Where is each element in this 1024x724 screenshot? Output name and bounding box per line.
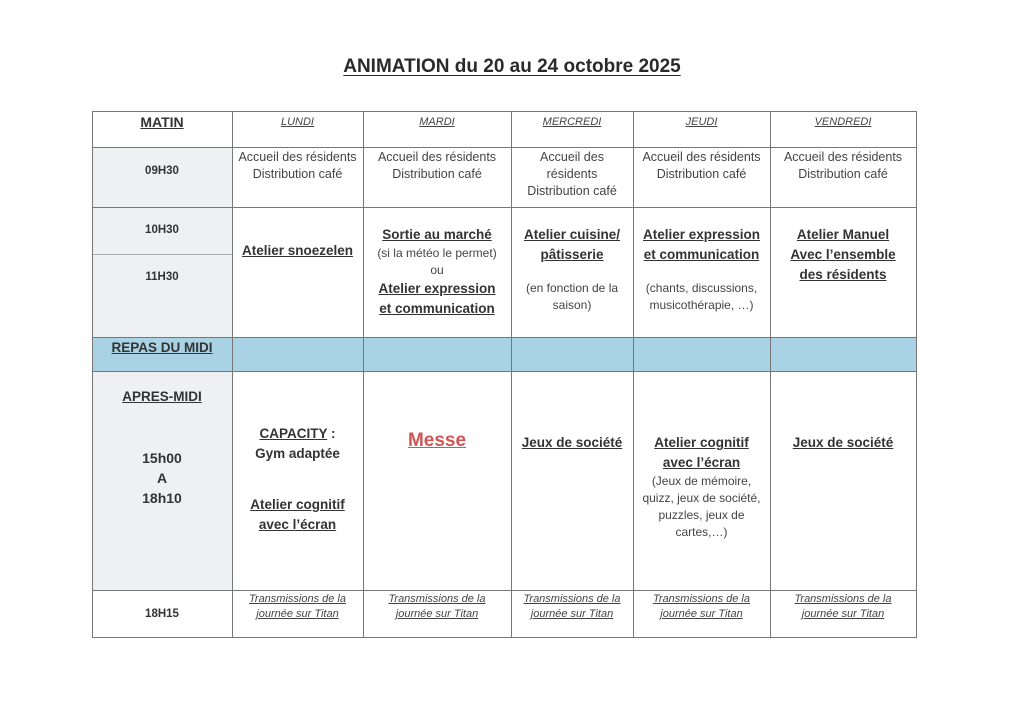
activity-title: des résidents bbox=[799, 267, 887, 282]
cell-1815-jeudi bbox=[633, 590, 770, 637]
cell-1815-mercredi bbox=[511, 590, 633, 637]
apres-midi-cell bbox=[92, 371, 232, 590]
activity-note: quizz, jeux de société, bbox=[642, 491, 761, 505]
activity-title: Atelier Manuel bbox=[796, 227, 890, 242]
cell-0930-jeudi bbox=[633, 147, 770, 207]
cell-morning-mardi bbox=[363, 207, 511, 337]
activity-title: Avec l’ensemble bbox=[790, 247, 896, 262]
transmission-line: Transmissions de la bbox=[523, 593, 621, 605]
cell-1815-lundi bbox=[232, 590, 363, 637]
day-label: MARDI bbox=[419, 116, 455, 128]
transmission-line: Transmissions de la bbox=[388, 593, 486, 605]
activity-title: Atelier expression bbox=[642, 227, 761, 242]
time-label: 18H15 bbox=[145, 608, 179, 620]
activity-note: musicothérapie, …) bbox=[649, 298, 754, 312]
cell-line: Distribution café bbox=[798, 167, 888, 181]
cell-line: Accueil des résidents bbox=[783, 150, 903, 164]
transmission-line: Transmissions de la bbox=[794, 593, 892, 605]
time-0930-cell bbox=[92, 147, 232, 207]
pm-a-label: A bbox=[156, 470, 168, 486]
transmission-line: journée sur Titan bbox=[660, 608, 743, 620]
messe-label: Messe bbox=[407, 430, 467, 451]
capacity-label: CAPACITY bbox=[259, 426, 328, 441]
cell-line: Distribution café bbox=[252, 167, 343, 181]
day-label: VENDREDI bbox=[814, 116, 872, 128]
activity-or: ou bbox=[430, 263, 444, 277]
header-matin-cell bbox=[92, 111, 232, 147]
grid-line bbox=[916, 111, 917, 638]
cell-1815-vendredi bbox=[770, 590, 916, 637]
time-1130-cell bbox=[92, 254, 232, 337]
header-matin: MATIN bbox=[140, 114, 184, 130]
transmission-line: journée sur Titan bbox=[256, 608, 339, 620]
cell-afternoon-lundi bbox=[232, 371, 363, 590]
time-1030-cell bbox=[92, 207, 232, 254]
activity-title: Atelier snoezelen bbox=[241, 243, 354, 258]
activity-note: saison) bbox=[552, 298, 592, 312]
repas-cell bbox=[92, 337, 232, 371]
page-title-text: ANIMATION du 20 au 24 octobre 2025 bbox=[343, 56, 681, 77]
cell-afternoon-mercredi bbox=[511, 371, 633, 590]
activity-title: avec l’écran bbox=[662, 455, 741, 470]
day-label: LUNDI bbox=[280, 116, 314, 128]
activity-title: et communication bbox=[643, 247, 760, 262]
gym-label: Gym adaptée bbox=[255, 446, 340, 461]
day-label: JEUDI bbox=[685, 116, 718, 128]
cell-line: Accueil des résidents bbox=[238, 150, 357, 164]
apres-midi-label: APRES-MIDI bbox=[122, 389, 202, 404]
header-day-jeudi bbox=[633, 111, 770, 147]
cell-line: Distribution café bbox=[656, 167, 747, 181]
activity-note: (chants, discussions, bbox=[645, 281, 758, 295]
cell-morning-jeudi bbox=[633, 207, 770, 337]
transmission-line: journée sur Titan bbox=[395, 608, 479, 620]
cell-morning-vendredi bbox=[770, 207, 916, 337]
cell-afternoon-vendredi bbox=[770, 371, 916, 590]
cell-line: résidents bbox=[546, 167, 598, 181]
transmission-line: Transmissions de la bbox=[653, 593, 750, 605]
cell-0930-lundi bbox=[232, 147, 363, 207]
repas-label: REPAS DU MIDI bbox=[111, 340, 213, 355]
cell-line: Accueil des résidents bbox=[642, 150, 761, 164]
cell-line: Distribution café bbox=[527, 184, 617, 198]
day-label: MERCREDI bbox=[542, 116, 602, 128]
activity-title: avec l’écran bbox=[258, 517, 337, 532]
cell-0930-mercredi bbox=[511, 147, 633, 207]
cell-line: Accueil des résidents bbox=[377, 150, 497, 164]
activity-note: (si la météo le permet) bbox=[377, 246, 497, 260]
pm-end-time: 18h10 bbox=[142, 490, 182, 506]
activity-note: (en fonction de la bbox=[525, 281, 619, 295]
time-label: 10H30 bbox=[145, 224, 179, 236]
time-label: 11H30 bbox=[145, 271, 179, 283]
header-day-mercredi bbox=[511, 111, 633, 147]
time-label: 09H30 bbox=[145, 165, 179, 177]
time-1815-cell bbox=[92, 590, 232, 637]
transmission-line: Transmissions de la bbox=[249, 593, 346, 605]
activity-title: Jeux de société bbox=[792, 435, 894, 450]
activity-note: cartes,…) bbox=[675, 525, 728, 539]
header-day-lundi bbox=[232, 111, 363, 147]
cell-morning-mercredi bbox=[511, 207, 633, 337]
cell-line: Distribution café bbox=[392, 167, 482, 181]
pm-start-time: 15h00 bbox=[142, 450, 182, 466]
activity-title: Atelier cuisine/ bbox=[523, 227, 621, 242]
activity-title: Atelier cognitif bbox=[654, 435, 749, 450]
transmission-line: journée sur Titan bbox=[801, 608, 885, 620]
cell-0930-mardi bbox=[363, 147, 511, 207]
capacity-line bbox=[259, 424, 335, 444]
capacity-colon: : bbox=[327, 426, 336, 441]
activity-title: Atelier expression bbox=[378, 281, 496, 296]
cell-1815-mardi bbox=[363, 590, 511, 637]
cell-line: Accueil des bbox=[540, 150, 604, 164]
cell-afternoon-mardi bbox=[363, 371, 511, 590]
header-day-mardi bbox=[363, 111, 511, 147]
cell-afternoon-jeudi bbox=[633, 371, 770, 590]
activity-note: puzzles, jeux de bbox=[658, 508, 745, 522]
grid-line bbox=[92, 637, 917, 638]
activity-title: Sortie au marché bbox=[382, 227, 492, 242]
cell-morning-lundi bbox=[232, 207, 363, 337]
activity-note: (Jeux de mémoire, bbox=[651, 474, 752, 488]
transmission-line: journée sur Titan bbox=[530, 608, 614, 620]
header-day-vendredi bbox=[770, 111, 916, 147]
activity-title: et communication bbox=[379, 301, 495, 316]
cell-0930-vendredi bbox=[770, 147, 916, 207]
activity-title: Jeux de société bbox=[521, 435, 623, 450]
activity-title: pâtisserie bbox=[540, 247, 604, 262]
activity-title: Atelier cognitif bbox=[250, 497, 345, 512]
